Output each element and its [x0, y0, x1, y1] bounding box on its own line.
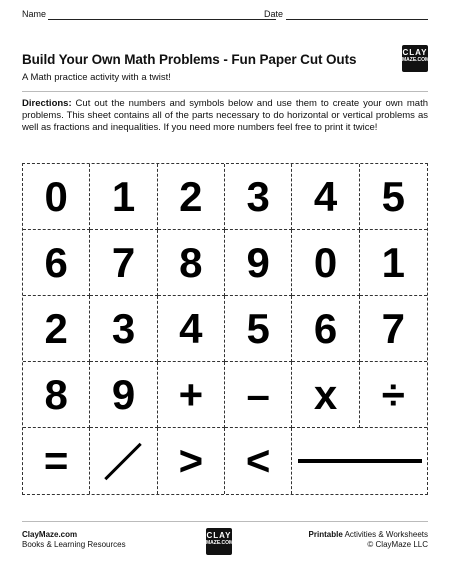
cutout-cell: 7 — [360, 296, 427, 362]
footer-right — [309, 530, 428, 550]
fraction-slash-shape — [105, 442, 142, 479]
divide-cutout: ÷ — [360, 362, 427, 428]
directions-label: Directions: — [22, 98, 72, 109]
directions — [22, 98, 428, 134]
fraction-bar-shape — [298, 459, 422, 463]
page-title: Build Your Own Math Problems - Fun Paper Cut Outs — [22, 52, 357, 67]
cutout-cell: 6 — [292, 296, 359, 362]
footer-printable: Printable — [308, 530, 343, 539]
cutout-grid — [22, 163, 428, 495]
cutout-cell: 4 — [158, 296, 225, 362]
date-line — [286, 19, 428, 20]
cutout-cell: 0 — [292, 230, 359, 296]
name-label: Name — [22, 9, 47, 19]
divider — [22, 91, 428, 92]
minus-cutout: – — [225, 362, 292, 428]
cutout-cell: 1 — [90, 164, 157, 230]
footer-resources: Books & Learning Resources — [22, 540, 126, 549]
plus-cutout: + — [158, 362, 225, 428]
cutout-cell: 7 — [90, 230, 157, 296]
less-than-cutout: < — [225, 428, 292, 494]
footer-worksheets: Activities & Worksheets — [342, 530, 428, 539]
fraction-bar-cutout — [292, 428, 427, 494]
cutout-cell: 3 — [90, 296, 157, 362]
footer-left — [22, 530, 126, 550]
directions-text: Cut out the numbers and symbols below and use them to create your own math problems. This sheet contains all of the parts necessary to do horizontal or vertical problems as well as fractions and inequalities. If you need more numbers feel free to print it twice! — [22, 98, 428, 133]
name-date-row — [22, 9, 428, 23]
cutout-cell: 8 — [158, 230, 225, 296]
cutout-cell: 9 — [225, 230, 292, 296]
equals-cutout: = — [23, 428, 90, 494]
cutout-cell: 8 — [23, 362, 90, 428]
cutout-cell: 9 — [90, 362, 157, 428]
footer-divider — [22, 521, 428, 522]
cutout-cell: 5 — [225, 296, 292, 362]
footer-copyright: © ClayMaze LLC — [367, 540, 428, 549]
times-cutout: x — [292, 362, 359, 428]
cutout-cell: 5 — [360, 164, 427, 230]
cutout-cell: 2 — [23, 296, 90, 362]
claymaze-logo: CLAY MAZE.COM — [402, 45, 428, 72]
date-label: Date — [264, 9, 284, 19]
cutout-cell: 3 — [225, 164, 292, 230]
claymaze-logo-footer: CLAY MAZE.COM — [206, 528, 232, 555]
footer-site: ClayMaze.com — [22, 530, 78, 539]
cutout-cell: 4 — [292, 164, 359, 230]
page-subtitle: A Math practice activity with a twist! — [22, 72, 171, 83]
cutout-cell: 0 — [23, 164, 90, 230]
name-line — [48, 19, 276, 20]
cutout-cell: 1 — [360, 230, 427, 296]
slash-cutout — [90, 428, 157, 494]
greater-than-cutout: > — [158, 428, 225, 494]
cutout-cell: 6 — [23, 230, 90, 296]
cutout-cell: 2 — [158, 164, 225, 230]
